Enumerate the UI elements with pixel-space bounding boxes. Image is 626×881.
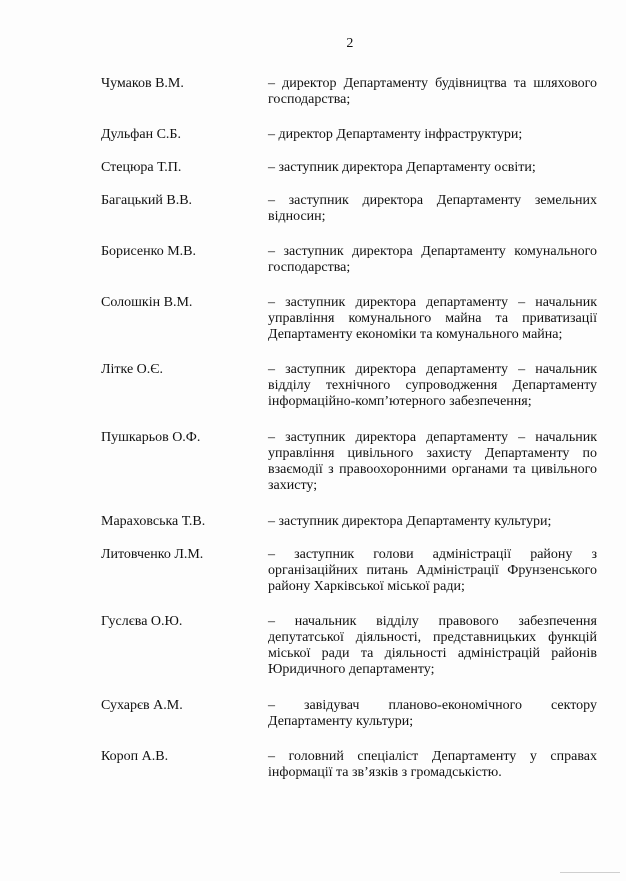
member-name: Чумаков В.М. (101, 76, 184, 91)
member-role: – головний спеціаліст Департаменту у справах інформації та зв’язків з громадськістю. (268, 749, 597, 780)
member-name: Солошкін В.М. (101, 295, 193, 310)
member-name: Багацький В.В. (101, 193, 193, 208)
member-name: Пушкарьов О.Ф. (101, 430, 201, 445)
member-name: Гуслєва О.Ю. (101, 614, 183, 629)
member-role: – заступник голови адміністрації району з організаційних питань Адміністрації Фрунзенського району Харківської міської ради; (268, 547, 597, 594)
member-name: Борисенко М.В. (101, 244, 196, 259)
member-role: – заступник директора Департаменту культури; (268, 514, 552, 529)
member-name: Стецюра Т.П. (101, 160, 182, 175)
member-role: – директор Департаменту інфраструктури; (268, 127, 523, 142)
member-name: Сухарєв А.М. (101, 698, 183, 713)
member-role: – директор Департаменту будівництва та шляхового господарства; (268, 76, 597, 107)
member-role: – заступник директора департаменту – начальник відділу технічного супроводження Департаменту інформаційно-комп’ютерного забезпечення; (268, 362, 597, 409)
member-role: – начальник відділу правового забезпечення депутатської діяльності, представницьких функцій міської ради та діяльності адміністрацій районів Юридичного департаменту; (268, 614, 597, 677)
scan-artifact-line (560, 872, 620, 873)
member-name: Литовченко Л.М. (101, 547, 204, 562)
member-role: – заступник директора Департаменту комунального господарства; (268, 244, 597, 275)
member-name: Короп А.В. (101, 749, 169, 764)
member-role: – заступник директора Департаменту земельних відносин; (268, 193, 597, 224)
member-name: Мараховська Т.В. (101, 514, 206, 529)
member-role: – заступник директора департаменту – начальник управління цивільного захисту Департаменту по взаємодії з правоохоронними органами та цивільного захисту; (268, 430, 597, 493)
member-role: – завідувач планово-економічного сектору Департаменту культури; (268, 698, 597, 729)
member-role: – заступник директора департаменту – начальник управління комунального майна та приватизації Департаменту економіки та комунального майна; (268, 295, 597, 342)
page-number: 2 (346, 36, 354, 51)
member-name: Дульфан С.Б. (101, 127, 181, 142)
member-name: Літке О.Є. (101, 362, 164, 377)
member-role: – заступник директора Департаменту освіти; (268, 160, 536, 175)
